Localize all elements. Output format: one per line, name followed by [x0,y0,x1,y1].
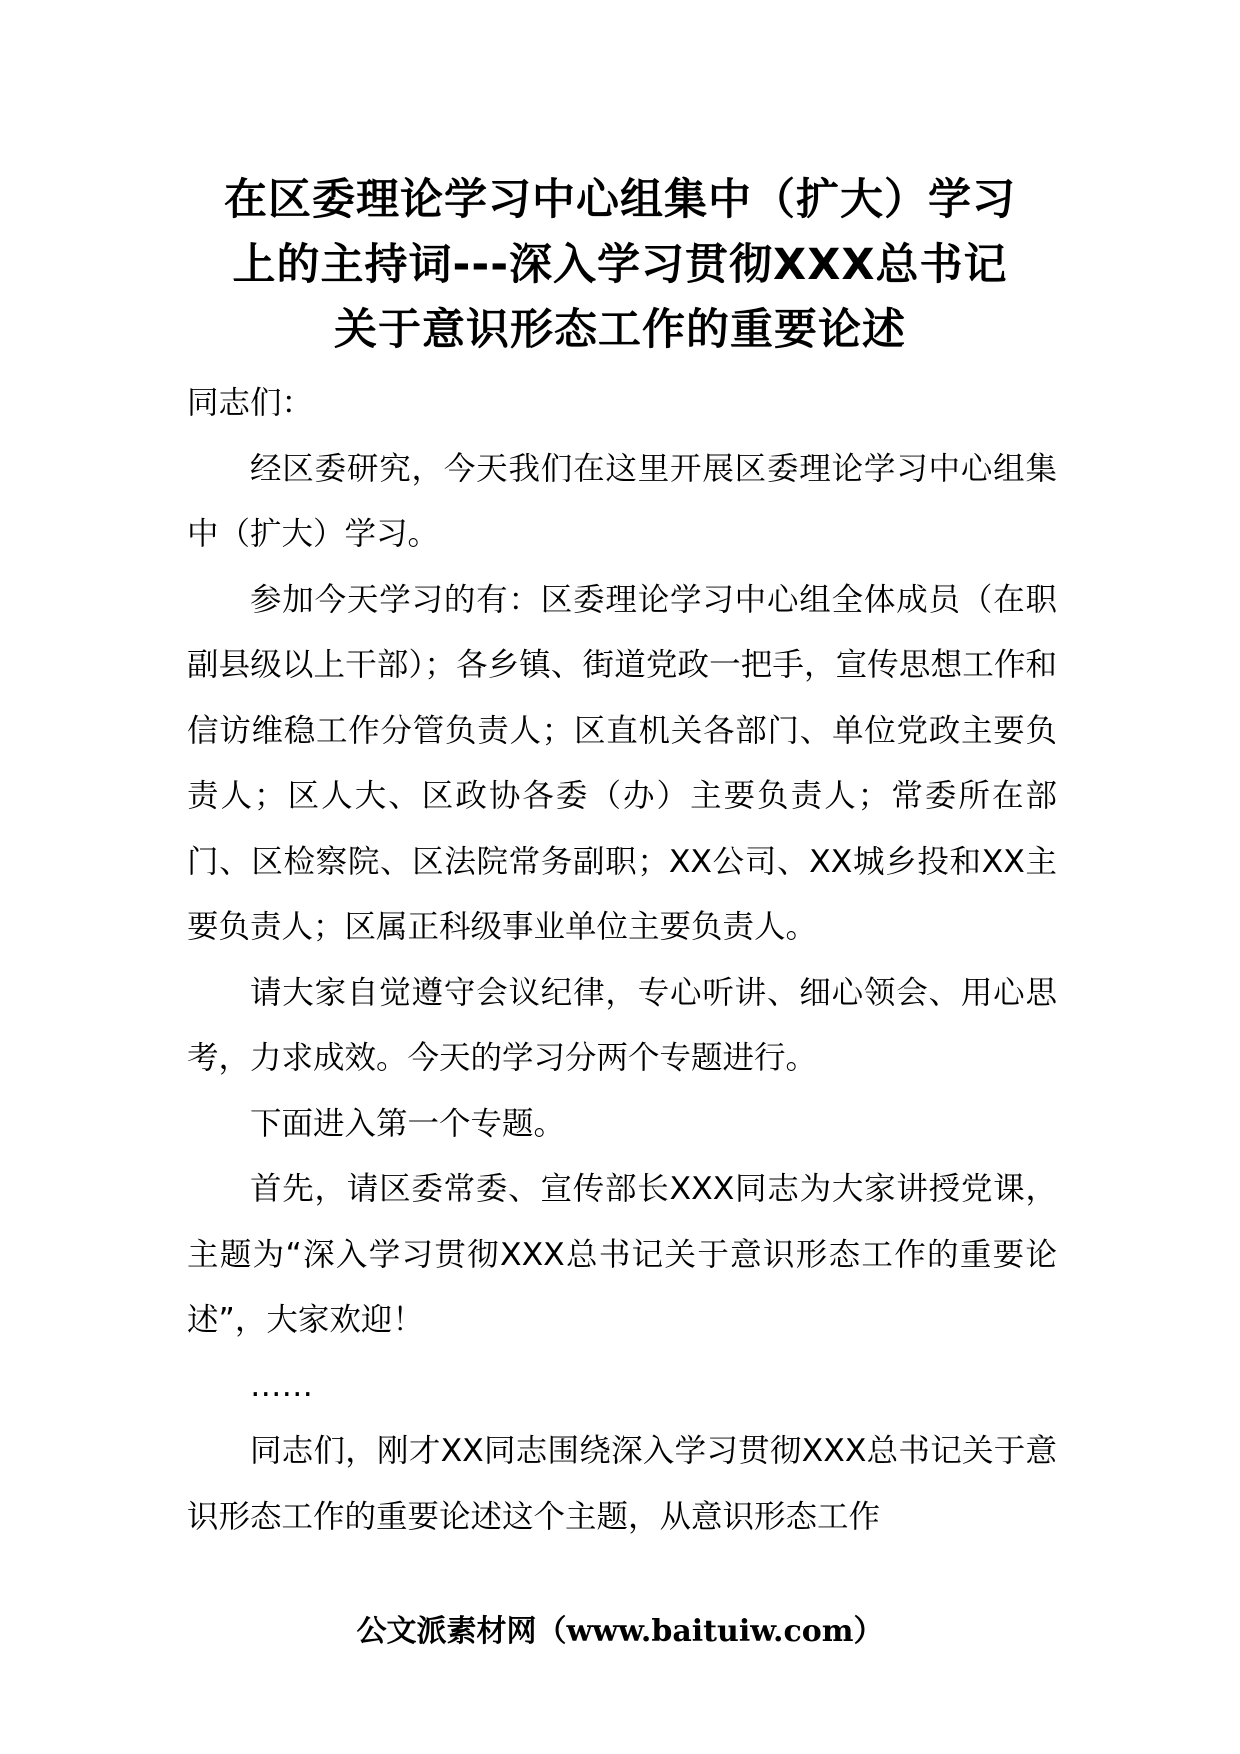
title-line-2: 上的主持词---深入学习贯彻XXX总书记 [232,240,1008,290]
title-line-3: 关于意识形态工作的重要论述 [334,305,906,355]
paragraph-attendees: 参加今天学习的有：区委理论学习中心组全体成员（在职副县级以上干部）；各乡镇、街道党政一把手，宣传思想工作和信访维稳工作分管负责人；区直机关各部门、单位党政主要负责人；区人大、区政协各委（办）主要负责人；常委所在部门、区检察院、区法院常务副职；XX公司、XX城乡投和XX主要负责人；区属正科级事业单位主要负责人。 [187,581,1057,945]
paragraph-first-topic: 下面进入第一个专题。 [250,1105,566,1142]
salutation: 同志们： [187,385,314,421]
paragraph-discipline: 请大家自觉遵守会议纪律，专心听讲、细心领会、用心思考，力求成效。今天的学习分两个专题进行。 [187,974,1057,1076]
title-line-1: 在区委理论学习中心组集中（扩大）学习 [224,175,1016,225]
paragraph-opening: 经区委研究，今天我们在这里开展区委理论学习中心组集中（扩大）学习。 [187,450,1057,552]
document-title [150,168,1090,363]
paragraph-lecture-intro: 首先，请区委常委、宣传部长XXX同志为大家讲授党课，主题为“深入学习贯彻XXX总书记关于意识形态工作的重要论述”，大家欢迎！ [187,1171,1057,1338]
paragraph-summary: 同志们，刚才XX同志围绕深入学习贯彻XXX总书记关于意识形态工作的重要论述这个主题，从意识形态工作 [187,1433,1057,1535]
paragraph-ellipsis: …… [250,1367,313,1404]
document-body [187,371,1057,1550]
footer-watermark: 公文派素材网（www.baituiw.com） [356,1614,884,1649]
